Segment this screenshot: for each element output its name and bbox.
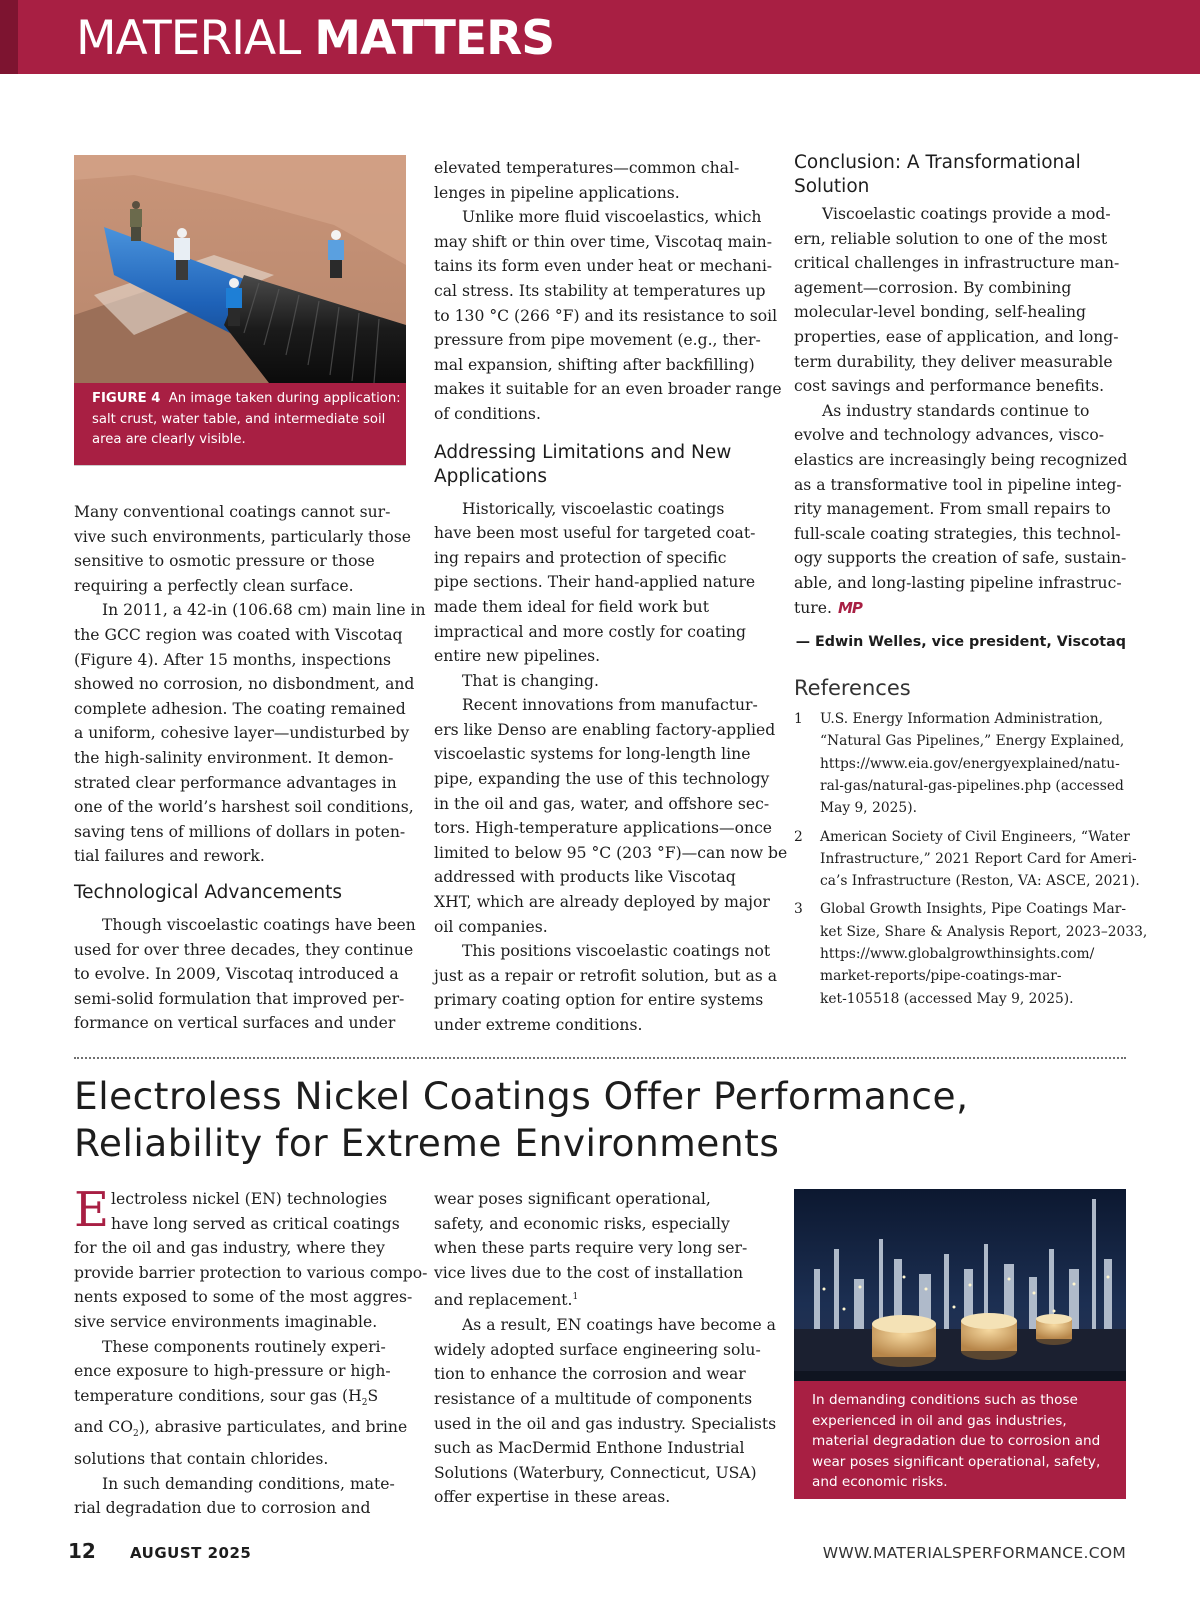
article-headline: Electroless Nickel Coatings Offer Performance, Reliability for Extreme Environments (74, 1074, 969, 1165)
paragraph: In such demanding conditions, mate- rial degradation due to corrosion and (74, 1474, 395, 1518)
reference-item: 3 Global Growth Insights, Pipe Coatings Mar- ket Size, Share & Analysis Report, 2023–2033, https://www.globalgrowthinsights.com/ market-reports/pipe-coatings-mar- ket-105518 (accessed May 9, 2025). (794, 901, 1148, 1007)
mp-logo: MP (837, 598, 862, 617)
banner-edge (0, 0, 18, 74)
paragraph: As a result, EN coatings have become a widely adopted surface engineering solu- tion to enhance the corrosion and wear resistance of a multitude of components used in the oil and gas industry. Specialists such as MacDermid Enthone Industrial Solutions (Waterbury, Connecticut, USA) offer expertise in these areas. (434, 1316, 777, 1507)
column-2 (434, 156, 788, 1038)
paragraph: As industry standards continue to evolve and technology advances, visco- elastics are increasingly being recognized as a transformative tool in pipeline integ- rity management. From small repairs to full-scale coating strategies, this technol- ogy supports the creation of safe, sustain- able, and long-lasting pipeline infrastruc- ture. MP (794, 399, 1126, 620)
website-link[interactable]: WWW.MATERIALSPERFORMANCE.COM (822, 1544, 1126, 1562)
figure-label: FIGURE 4 (92, 391, 161, 406)
paragraph: That is changing. (462, 671, 599, 690)
column-3 (794, 151, 1148, 1010)
paragraph: Recent innovations from manufactur- ers like Denso are enabling factory-applied viscoelastic systems for long-length line pipe, expanding the use of this technology in the oil and gas, water, and offshore sec- tors. High-temperature applications—once limited to below 95 °C (203 °F)—can now be addressed with products like Viscotaq XHT, which are already deployed by major oil companies. (434, 696, 788, 936)
section-heading: Technological Advancements (74, 881, 343, 903)
paragraph: These components routinely experi- ence exposure to high-pressure or high- temperature conditions, sour gas ($H_2S$ and $CO_2$), abrasive particulates, and brine solutions that contain chlorides. (74, 1337, 408, 1469)
reference-item: 2 American Society of Civil Engineers, “Water Infrastructure,” 2021 Report Card for Ameri- ca’s Infrastructure (Reston, VA: ASCE, 2021). (794, 828, 1140, 890)
references-heading: References (794, 676, 911, 701)
author-credit: — Edwin Welles, vice president, Viscotaq (795, 634, 1126, 651)
issue-date: AUGUST 2025 (130, 1544, 252, 1562)
paragraph: Many conventional coatings cannot sur- vive such environments, particularly those sensitive to osmotic pressure or those requiring a perfectly clean surface. (74, 503, 411, 595)
paragraph: wear poses significant operational, safety, and economic risks, especially when these parts require very long ser- vice lives due to the cost of installation and replacement.$^1$ (434, 1190, 748, 1310)
footnote-ref: 1 (572, 1292, 579, 1303)
caption-rule (74, 465, 406, 466)
refinery-caption: In demanding conditions such as those experienced in oil and gas industries, material degradation due to corrosion and wear poses significant operational, safety, and economic risks. (794, 1381, 1126, 1499)
masthead-banner (0, 0, 1200, 74)
drop-cap: E (74, 1182, 110, 1238)
paragraph: This positions viscoelastic coatings not just as a repair or retrofit solution, but as a primary coating option for entire systems under extreme conditions. (434, 942, 778, 1034)
article-divider (74, 1057, 1126, 1059)
paragraph: Unlike more fluid viscoelastics, which may shift or thin over time, Viscotaq main- tains its form even under heat or mechani- cal stress. Its stability at temperatures up to 130 °C (266 °F) and its resistance to soil pressure from pipe movement (e.g., ther- mal expansion, shifting after backfilling) makes it suitable for an even broader range of conditions. (434, 208, 782, 423)
paragraph: Historically, viscoelastic coatings have been most useful for targeted coat- ing repairs and protection of specific pipe sections. Their hand-applied nature made them ideal for field work but impractical and more costly for coating entire new pipelines. (434, 499, 756, 666)
column-1 (74, 500, 426, 1036)
article2-column-2 (434, 1187, 777, 1510)
section-heading: Addressing Limitations and New Applications (434, 441, 732, 487)
reference-item: 1 U.S. Energy Information Administration, “Natural Gas Pipelines,” Energy Explained, https://www.eia.gov/energyexplained/natu- ral-gas/natural-gas-pipelines.php (accessed May 9, 2025). (794, 711, 1125, 817)
paragraph: elevated temperatures—common chal- lenges in pipeline applications. (434, 159, 740, 202)
paragraph: E lectroless nickel (EN) technologies have long served as critical coatings for the oil and gas industry, where they provide barrier protection to various compo- nents exposed to some of the most aggres- sive service environments imaginable. (74, 1182, 428, 1331)
paragraph: In 2011, a 42-in (106.68 cm) main line in the GCC region was coated with Viscotaq (Figure 4). After 15 months, inspections showed no corrosion, no disbondment, and complete adhesion. The coating remained a uniform, cohesive layer—undisturbed by the high-salinity environment. It demon- strated clear performance advantages in one of the world’s harshest soil conditions, saving tens of millions of dollars in poten- tial failures and rework. (74, 601, 426, 866)
figure-4-caption: FIGURE 4 An image taken during application: salt crust, water table, and intermediate soil area are clearly visible. (74, 383, 406, 465)
section-heading: Conclusion: A Transformational Solution (794, 152, 1081, 197)
article2-column-1 (74, 1182, 428, 1521)
section-title: MATERIAL MATTERS (76, 11, 555, 66)
figure-4-photo (74, 155, 406, 383)
paragraph: Viscoelastic coatings provide a mod- ern, reliable solution to one of the most critical challenges in infrastructure man- agement—corrosion. By combining molecular-level bonding, self-healing properties, ease of application, and long- term durability, they deliver measurable cost savings and performance benefits. (794, 205, 1120, 396)
paragraph: Though viscoelastic coatings have been used for over three decades, they continue to evolve. In 2009, Viscotaq introduced a semi-solid formulation that improved per- formance on vertical surfaces and under (74, 915, 416, 1033)
refinery-photo (794, 1189, 1126, 1381)
page-number: 12 (68, 1539, 96, 1563)
